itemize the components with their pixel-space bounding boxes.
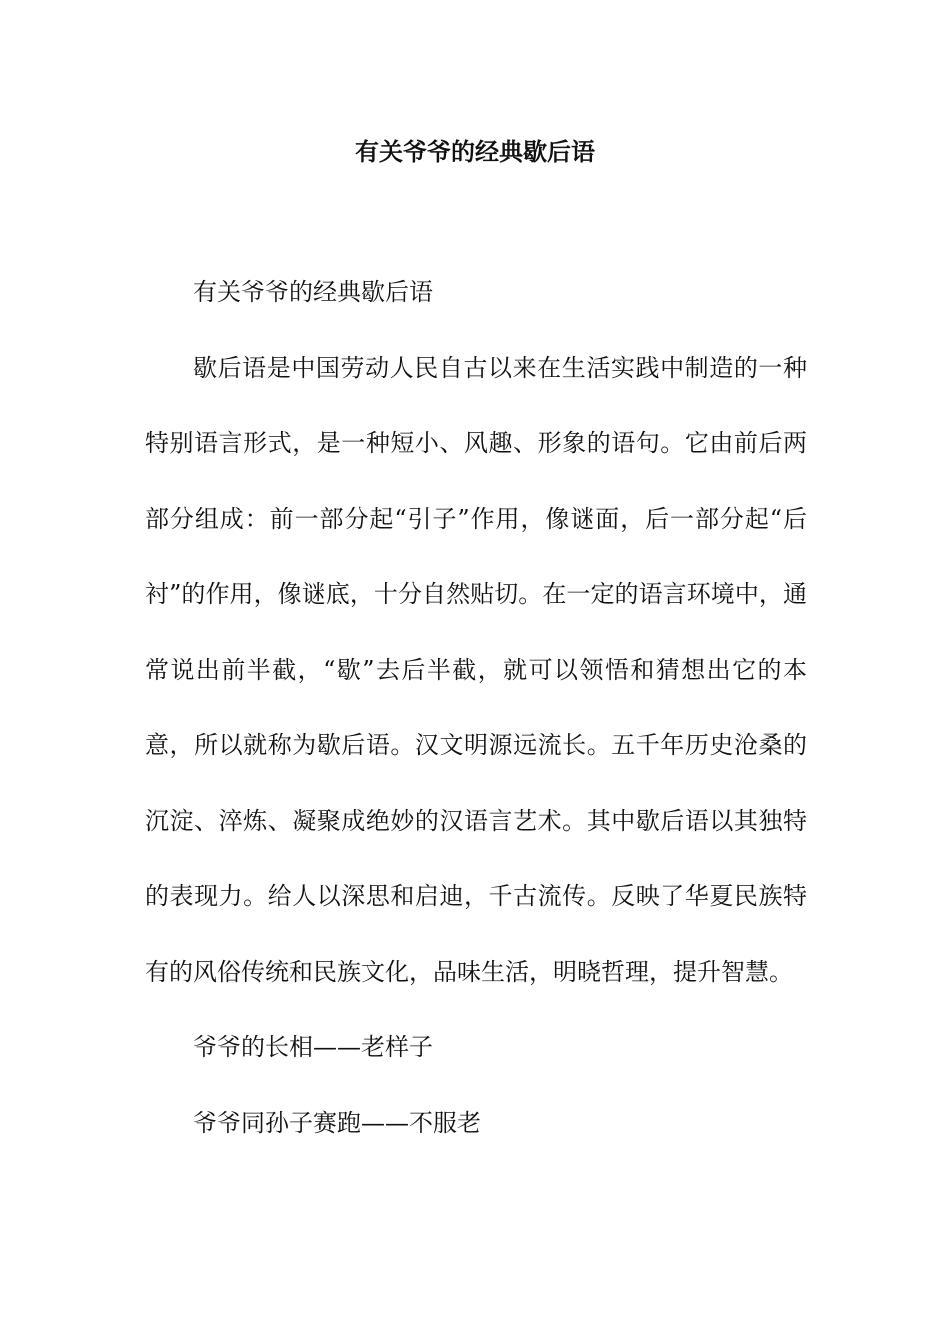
paragraph-heading: 有关爷爷的经典歇后语 xyxy=(193,278,433,306)
paragraph-intro: 歇后语是中国劳动人民自古以来在生活实践中制造的一种特别语言形式，是一种短小、风趣、形象的语句。它由前后两部分组成：前一部分起“引子”作用，像谜面，后一部分起“后衬”的作用，像谜底，十分自然贴切。在一定的语言环境中，通常说出前半截，“歇”去后半截，就可以领悟和猜想出它的本意，所以就称为歇后语。汉文明源远流长。五千年历史沧桑的沉淀、淬炼、凝聚成绝妙的汉语言艺术。其中歇后语以其独特的表现力。给人以深思和启迪，千古流传。反映了华夏民族特有的风俗传统和民族文化，品味生活，明晓哲理，提升智慧。 xyxy=(145,353,807,986)
document-title: 有关爷爷的经典歇后语 xyxy=(355,137,595,166)
paragraph-saying-1: 爷爷的长相——老样子 xyxy=(193,1033,433,1061)
document-body xyxy=(145,255,807,1161)
paragraph-saying-2: 爷爷同孙子赛跑——不服老 xyxy=(193,1108,481,1137)
